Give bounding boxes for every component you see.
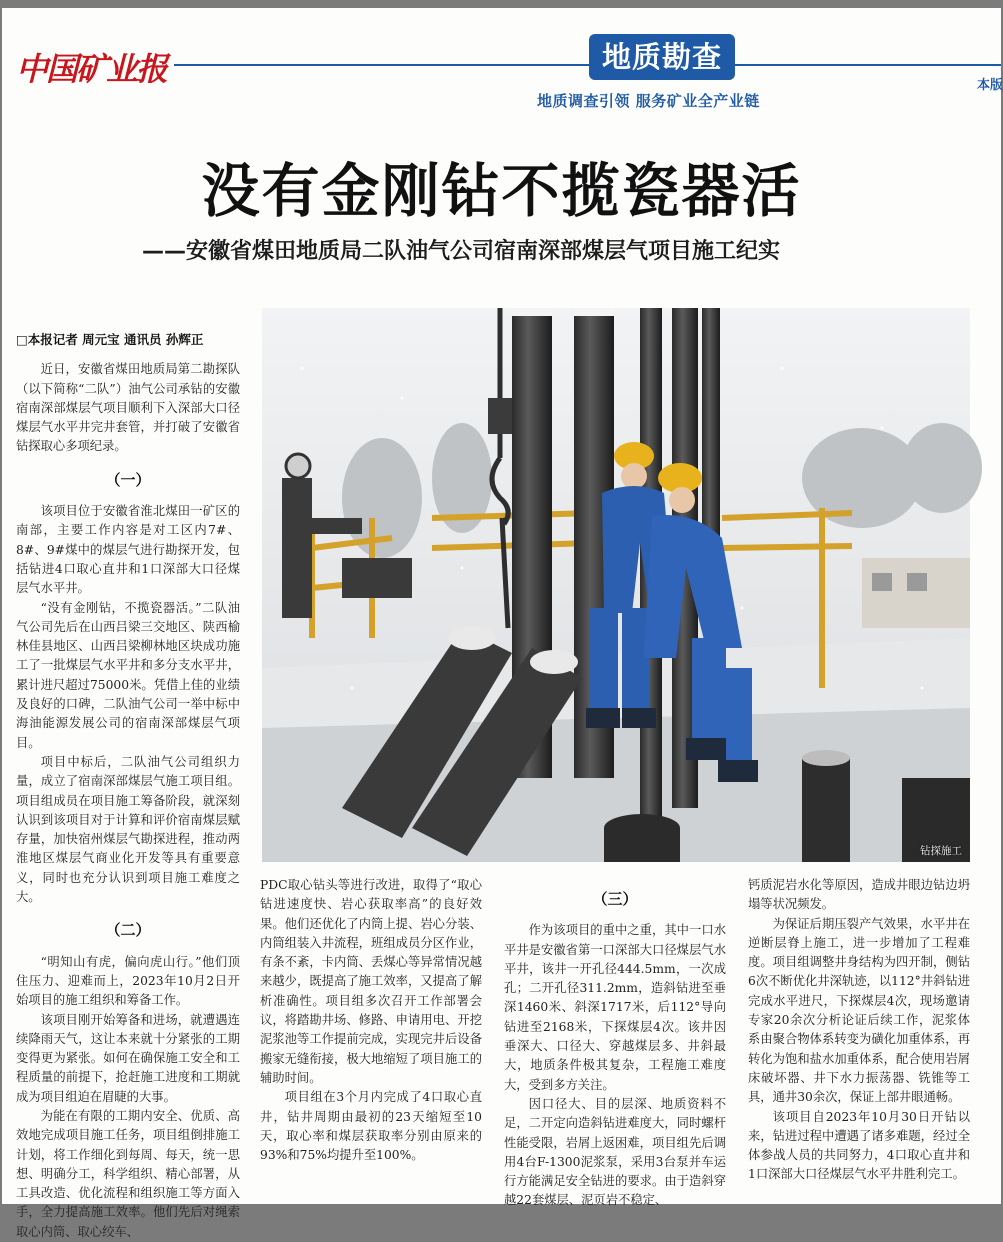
headline: 没有金刚钻不揽瓷器活	[201, 157, 802, 225]
paragraph: 该项目自2023年10月30日开钻以来，钻进过程中遭遇了诸多难题，经过全体参战人员的共同努力，4口取心直井和1口深部大口径煤层气水平井胜利完工。	[748, 1109, 970, 1182]
section-badge: 地质勘查	[589, 34, 735, 80]
section-number-3: （三）	[592, 890, 638, 908]
paragraph: 为能在有限的工期内安全、优质、高效地完成项目施工任务，项目组倒排施工计划，将工作细化到每周、每天，统一思想、明确分工，科学组织、精心部署，从工具改造、优化流程和组织施工等方面入手，全力提高施工效率。他们先后对绳索取心内筒、取心绞车、	[16, 1108, 240, 1239]
subheadline: ——安徽省煤田地质局二队油气公司宿南深部煤层气项目施工纪实	[142, 239, 781, 264]
paragraph: “明知山有虎，偏向虎山行。”他们顶住压力、迎难而上，2023年10月2日开始项目的施工组织和筹备工作。	[16, 954, 240, 1008]
newspaper-page	[2, 8, 1003, 1239]
section-number-2: （二）	[105, 921, 151, 940]
column-4	[748, 876, 970, 1185]
drilling-photo	[262, 308, 970, 862]
paragraph: 近日，安徽省煤田地质局第二勘探队（以下简称“二队”）油气公司承钻的安徽宿南深部煤层气项目顺利下入深部大口径煤层气水平井完井套管，并打破了安徽省钻探取心多项纪录。	[16, 362, 240, 454]
paragraph: 为保证后期压裂产气效果，水平井在逆断层脊上施工，进一步增加了工程难度。项目组调整井身结构为四开制，侧钻6次不断优化井深轨迹，以112°井斜钻进完成水平进尺，下探煤层4次，现场邀请专家20余次分析论证后续工作，泥浆体系由聚合物体系转变为磺化加重体系，再转化为饱和盐水加重体系，配合使用岩屑床破坏器、井下水力振荡器、铣锥等工具，通井30余次，保证上部井眼通畅。	[748, 916, 970, 1105]
column-1	[16, 330, 240, 1242]
photo-caption: 钻探施工	[920, 845, 962, 857]
column-3	[504, 876, 726, 1211]
drilling-scene-illustration	[262, 308, 970, 862]
paragraph: PDC取心钻头等进行改进，取得了“取心钻进速度快、岩心获取率高”的良好效果。他们还优化了内筒上提、岩心分装、内筒组装入井流程，班组成员分区作业，有条不紊，卡内筒、丢煤心等异常情况越来越少，既提高了施工效率，又提高了解析准确性。项目组多次召开工作部署会议，将踏勘井场、修路、申请用电、开挖泥浆池等工作提前完成，实现完井后设备搬家无缝衔接，极大地缩短了项目施工的辅助时间。	[260, 878, 482, 1085]
paragraph: “没有金刚钻，不揽瓷器活。”二队油气公司先后在山西吕梁三交地区、陕西榆林佳县地区、山西吕梁柳林地区块成功施工了一批煤层气水平井和多分支水平井，累计进尺超过75000米。凭借上佳的业绩及良好的口碑，二队油气公司一举中标中海油能源发展公司的宿南深部煤层气项目。	[16, 600, 240, 750]
paragraph: 该项目位于安徽省淮北煤田一矿区的南部，主要工作内容是对工区内7#、8#、9#煤中的煤层气进行勘探开发，包括钻进4口取心直井和1口深部大口径煤层气水平井。	[16, 504, 240, 596]
masthead-logo: 中国矿业报	[16, 50, 167, 88]
paragraph: 项目组在3个月内完成了4口取心直井，钻井周期由最初的23天缩短至10天，取心率和煤层获取率分别由原来的93%和75%均提升至100%。	[260, 1090, 482, 1163]
paragraph: 因口径大、目的层深、地质资料不足，二开定向造斜钻进难度大，同时螺杆性能受限，岩屑上返困难，项目组先后调用4台F-1300泥浆泵，采用3台泵并车运行方能满足安全钻进的要求。由于造斜穿越22套煤层、泥页岩不稳定、	[504, 1096, 726, 1208]
section-tagline: 地质调查引领 服务矿业全产业链	[537, 92, 760, 110]
column-2	[260, 876, 482, 1165]
byline: □本报记者 周元宝 通讯员 孙辉正	[16, 332, 204, 347]
header-rule	[174, 64, 1001, 66]
page-reference: 本版	[977, 78, 1003, 93]
paragraph: 钙质泥岩水化等原因，造成井眼边钻边坍塌等状况频发。	[748, 878, 970, 912]
paragraph: 项目中标后，二队油气公司组织力量，成立了宿南深部煤层气施工项目组。项目组成员在项目施工筹备阶段，就深刻认识到该项目对于计算和评价宿南煤层赋存量，加快宿州煤层气勘探进程，推动两淮地区煤层气商业化开发等具有重要意义，同时也充分认识到项目施工难度之大。	[16, 754, 240, 905]
paragraph: 作为该项目的重中之重，其中一口水平井是安徽省第一口深部大口径煤层气水平井，该井一开孔径444.5mm，一次成孔；二开孔径311.2mm，造斜钻进至垂深1460米、斜深1717米，后112°导向钻进至2168米，下探煤层4次。该井因垂深大、口径大、穿越煤层多、井斜最大，地质条件极其复杂，工程施工难度大，受到多方关注。	[504, 923, 726, 1092]
section-number-1: （一）	[105, 470, 151, 489]
paragraph: 该项目刚开始筹备和进场，就遭遇连续降雨天气，这让本来就十分紧张的工期变得更为紧张。如何在确保施工安全和工程质量的前提下，抢赶施工进度和工期就成为项目组迫在眉睫的大事。	[16, 1012, 240, 1104]
